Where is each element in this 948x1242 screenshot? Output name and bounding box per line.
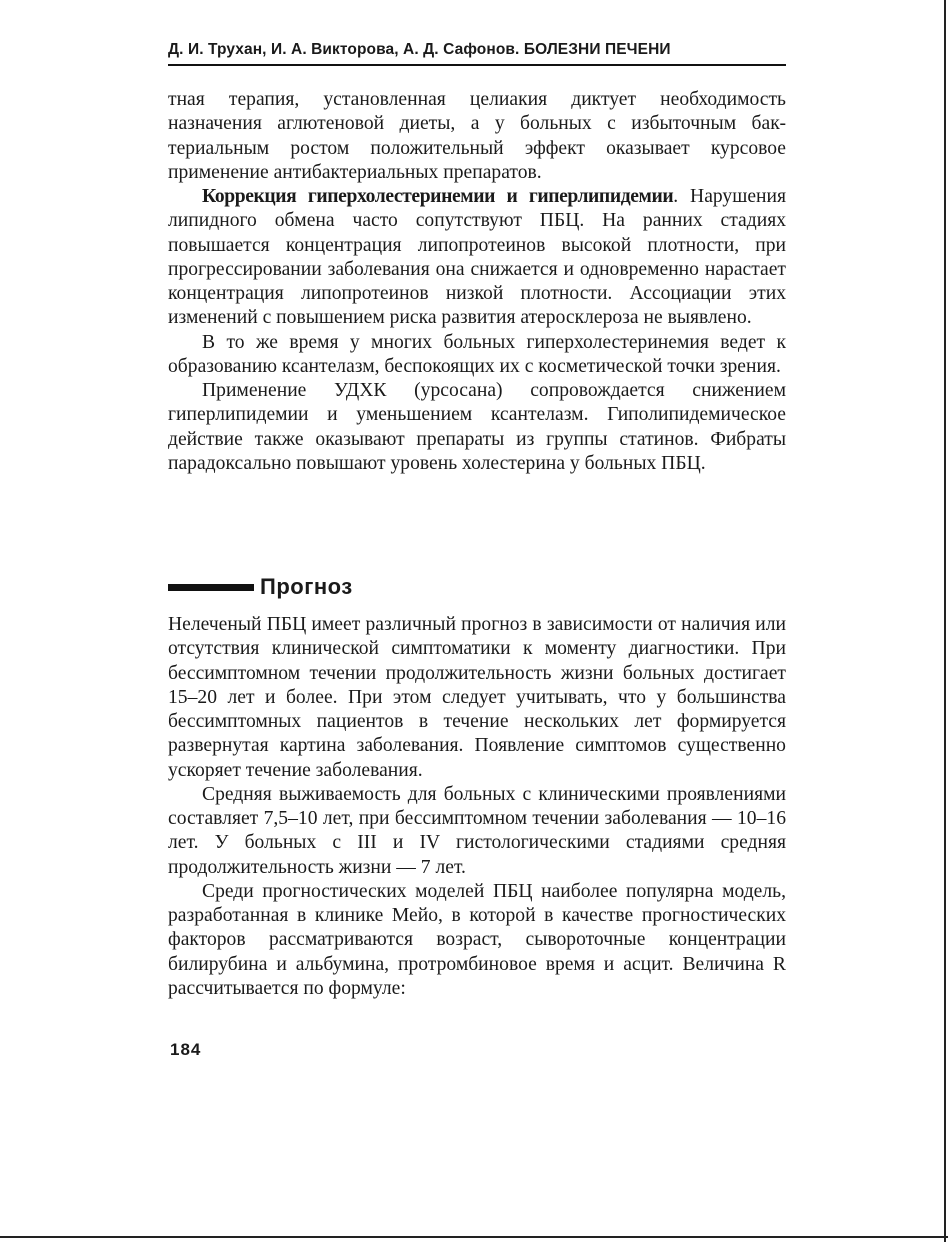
line: Применение УДХК (урсосана) сопровождается снижением [202,380,786,401]
line: В то же время у многих больных гиперхолестеринемия ведет [202,331,777,353]
section-title: Прогноз [260,574,353,599]
line: левания. [351,759,423,781]
line: лениями составляет 7,5–10 лет, при бессимптомном течении за [168,783,786,829]
line: Нелеченый ПБЦ имеет различный прогноз в зависимости от на [168,614,701,635]
line: жизни больных достигает 15–20 лет и более. При этом следует [168,662,786,708]
line: Средняя выживаемость для больных с клиническими прояв [202,783,715,805]
line: ния. Появление симптомов существенно ускоряет течение забо [168,735,786,781]
line: Фибраты парадоксально повышают уровень холестерина у боль [168,428,786,474]
paragraph-udca [168,379,786,476]
line: атеросклероза не выявлено. [520,307,752,329]
paragraph-mayo-model [168,880,786,1001]
line: личия или отсутствия клинической симптоматики к моменту [168,614,787,660]
line: повышается концентрация липопротеинов высокой плотности, [168,234,756,256]
text-block-top [168,88,786,476]
line: тная терапия, установленная целиакия диктует необходимость [168,89,786,110]
line: назначения аглютеновой диеты, а у больных с избыточным бак [168,113,786,135]
line: гиперлипидемии и уменьшением ксантелазм. Гиполипидемиче [168,404,751,426]
line: учитывать, что у большинства бессимптомных пациентов в тече [168,686,786,732]
line: модель, разработанная в клинике Мейо, в которой в качестве [168,880,786,926]
section-heading [168,572,353,602]
paragraph-continuation [168,88,786,185]
paragraph-survival [168,783,786,880]
line: ных ПБЦ. [622,452,706,474]
line: ние нескольких лет формируется развернутая картина заболева [168,711,786,757]
line: ское действие также оказывают препараты из группы статинов. [168,404,786,450]
line: Среди прогностических моделей ПБЦ наиболее популярна [202,880,723,902]
paragraph-hypercholesterolemia [168,185,786,331]
line: применение антибактериальных препаратов. [168,161,542,183]
line: точные концентрации билирубина и альбумина, протромбино [168,929,787,975]
line: к образованию ксантелазм, беспокоящих их с косметической [168,331,786,377]
line: прогностических факторов рассматриваются возраст, сыворо [168,905,786,951]
line: стадиями средняя продолжительность жизни — 7 лет. [168,832,786,878]
line: липидного обмена часто сопутствуют ПБЦ. На ранних стадиях [168,210,786,232]
running-head: Д. И. Трухан, И. А. Викторова, А. Д. Сафонов. БОЛЕЗНИ ПЕЧЕНИ [168,41,671,58]
scan-border-bottom [0,1236,948,1238]
line: вое время и асцит. Величина R рассчитывается по формуле: [168,953,786,999]
scan-border-right [944,0,946,1242]
section-bar [168,584,254,591]
page-number: 184 [170,1040,202,1059]
line: менно нарастает концентрация липопротеинов низкой плотно [168,258,786,304]
line: сти. Ассоциации этих изменений с повышением риска развития [168,283,786,329]
header-rule [168,64,786,66]
text-block-prognosis [168,613,786,1001]
line: териальным ростом положительный эффект оказывает курсовое [168,137,786,159]
run-in-heading: Коррекция гиперхолестеринемии и гиперлипидемии [202,186,674,207]
paragraph-xanthelasma [168,331,786,380]
line: диагностики. При бессимптомном течении продолжительность [168,638,786,684]
paragraph-untreated-pbc [168,613,786,783]
line: при прогрессировании заболевания она снижается и одновре [168,234,786,280]
line: точки зрения. [667,355,781,377]
line: болевания — 10–16 лет. У больных с III и IV гистологическими [168,808,786,854]
line: . Нарушения [673,186,786,207]
